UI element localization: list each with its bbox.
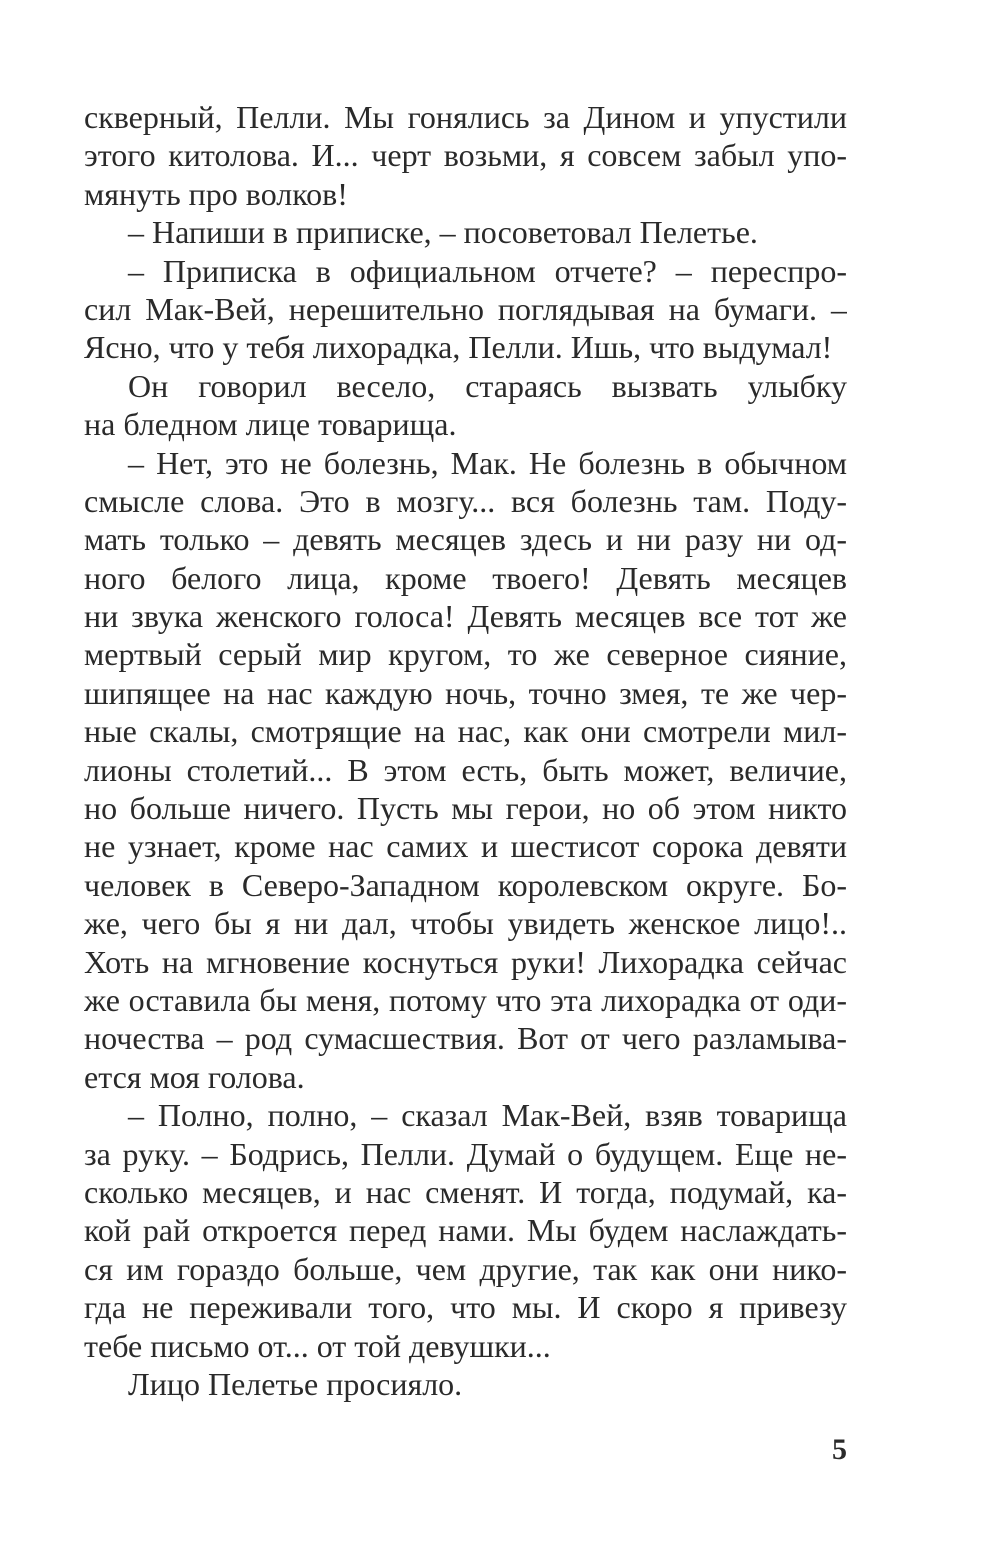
text-line: тебе письмо от... от той девушки... — [84, 1327, 551, 1364]
text-line: ного белого лица, кроме твоего! Девять месяцев — [84, 559, 847, 596]
text-line: скверный, Пелли. Мы гонялись за Дином и упустили — [84, 99, 847, 135]
text-line: сил Мак-Вей, нерешительно поглядывая на бумаги. – — [84, 290, 847, 327]
text-line: шипящее на нас каждую ночь, точно змея, те же чер- — [84, 674, 847, 711]
text-line: гда не переживали того, что мы. И скоро я привезу — [84, 1289, 847, 1326]
body-text — [84, 98, 847, 1403]
text-line: ни звука женского голоса! Девять месяцев все тот же — [84, 598, 847, 635]
text-line: смысле слова. Это в мозгу... вся болезнь там. Поду- — [84, 482, 847, 519]
text-line: ся им гораздо больше, чем другие, так как они нико- — [84, 1250, 847, 1287]
text-line: Лицо Пелетье просияло. — [128, 1365, 463, 1402]
text-line: за руку. – Бодрись, Пелли. Думай о будущем. Еще не- — [84, 1135, 847, 1172]
text-line: ется моя голова. — [84, 1058, 305, 1095]
text-line: лионы столетий... В этом есть, быть может, величие, — [84, 751, 847, 788]
text-line: сколько месяцев, и нас сменят. И тогда, подумай, ка- — [84, 1173, 847, 1210]
page-number: 5 — [832, 1433, 847, 1466]
text-line: Хоть на мгновение коснуться руки! Лихорадка сейчас — [84, 943, 847, 980]
text-line: – Полно, полно, – сказал Мак-Вей, взяв товарища — [128, 1097, 847, 1134]
text-line: но больше ничего. Пусть мы герои, но об этом никто — [84, 790, 847, 827]
text-line: же оставила бы меня, потому что эта лихорадка от оди- — [84, 981, 847, 1018]
text-line: не узнает, кроме нас самих и шестисот сорока девяти — [84, 828, 847, 865]
text-line: на бледном лице товарища. — [84, 406, 457, 443]
text-line: мертвый серый мир кругом, то же северное сияние, — [84, 636, 847, 673]
text-line: же, чего бы я ни дал, чтобы увидеть женское лицо!.. — [84, 905, 847, 942]
text-line: человек в Северо-Западном королевском округе. Бо- — [84, 866, 847, 903]
text-line: этого китолова. И... черт возьми, я совсем забыл упо- — [84, 137, 847, 174]
text-line: ные скалы, смотрящие на нас, как они смотрели мил- — [84, 713, 847, 750]
text-line: Ясно, что у тебя лихорадка, Пелли. Ишь, что выдумал! — [84, 329, 833, 366]
text-line: мянуть про волков! — [84, 175, 348, 212]
text-line: – Нет, это не болезнь, Мак. Не болезнь в обычном — [128, 444, 847, 481]
text-line: мать только – девять месяцев здесь и ни разу ни од- — [84, 521, 847, 558]
text-line: ночества – род сумасшествия. Вот от чего разламыва- — [84, 1020, 847, 1057]
text-line: Он говорил весело, стараясь вызвать улыбку — [128, 367, 847, 404]
text-line: – Приписка в официальном отчете? – переспро- — [128, 252, 847, 289]
text-line: – Напиши в приписке, – посоветовал Пелетье. — [128, 214, 758, 251]
text-line: кой рай откроется перед нами. Мы будем наслаждать- — [84, 1212, 847, 1249]
